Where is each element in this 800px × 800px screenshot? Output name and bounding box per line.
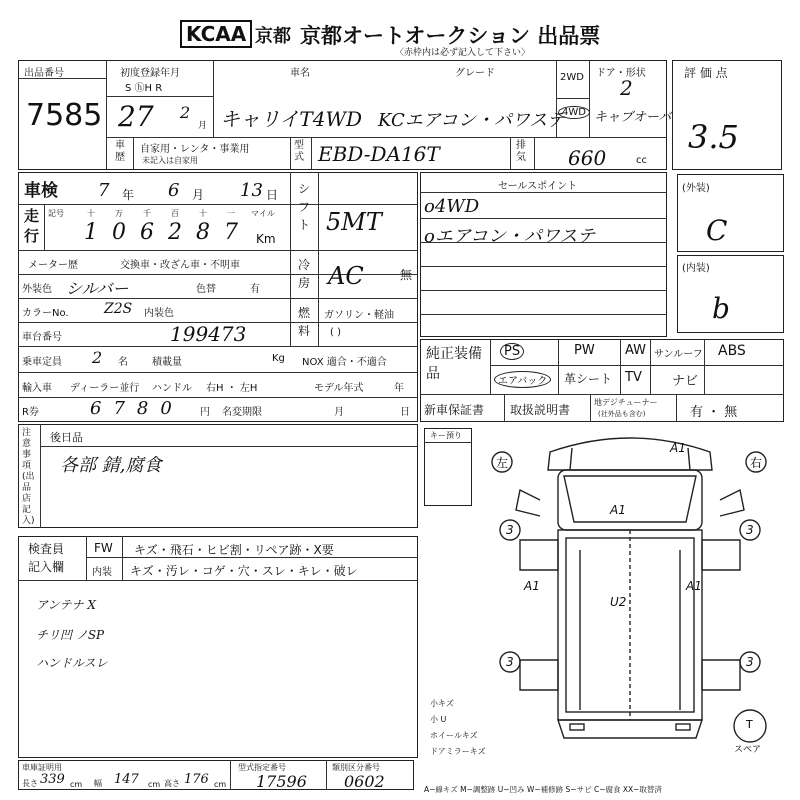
aircon-label: 冷房: [298, 258, 311, 290]
day-label: 日: [400, 407, 410, 418]
interior-tag: 内装: [92, 567, 112, 578]
meter-label: メーター歴: [28, 260, 78, 271]
damage-codes: A−線キズ M−調整跡 U−凹み W−補修跡 S−サビ C−腐食 XX−取替済: [424, 785, 662, 794]
first-reg-label: 初度登録年月: [120, 68, 180, 79]
model-year-label: モデル年式: [314, 383, 364, 394]
fuel-label: 燃料: [298, 306, 311, 338]
mileage-digit-4: 2: [168, 220, 182, 245]
mileage-unit-mile: マイル: [251, 209, 275, 218]
spare-code: T: [746, 718, 753, 731]
diagram-left-label: 左: [496, 456, 509, 470]
tuner-note: (社外品も含む): [598, 410, 646, 418]
spare-label: スペア: [734, 745, 762, 755]
interior-grade: b: [712, 292, 730, 325]
inspection-month: 6: [168, 180, 180, 201]
month-unit: 月: [198, 121, 208, 131]
capacity: 2: [92, 348, 103, 367]
equip-leather: 革シート: [564, 372, 613, 386]
color-change-label: 色替: [196, 284, 216, 295]
equip-ps: PS: [500, 343, 524, 360]
chassis-number: 199473: [170, 322, 247, 346]
handle-options: 右H ・ 左H: [206, 383, 258, 394]
load-unit: Kg: [272, 353, 285, 364]
first-reg-year: 27: [118, 100, 154, 133]
mileage-digit-6: 7: [224, 220, 238, 245]
garage-cert-label: 車庫証明用: [22, 763, 62, 772]
car-name-label: 車名: [290, 68, 310, 79]
dealer-option: ディーラー並行: [70, 383, 140, 394]
inspection-year: 7: [98, 180, 110, 201]
recycle-label: R券: [22, 407, 39, 418]
grade: KCエアコン・パワステ: [378, 110, 565, 131]
wheel-mark-rl: 3: [506, 655, 514, 669]
equip-abs: ABS: [718, 343, 746, 359]
recycle-amount: 6780: [90, 398, 184, 419]
displacement: 660: [568, 146, 607, 170]
damage-mark-hood: A1: [610, 503, 626, 517]
mileage-unit-3: 千: [143, 209, 151, 218]
designation-number: 17596: [256, 772, 307, 791]
damage-mark-bed: U2: [610, 595, 627, 609]
interior-color-label: 内装色: [144, 308, 174, 319]
capacity-unit: 名: [118, 357, 128, 368]
aircon-value: AC: [328, 262, 364, 290]
mileage-unit-2: 万: [115, 209, 123, 218]
mileage-unit-4: 百: [171, 209, 179, 218]
first-reg-month: 2: [180, 103, 191, 122]
notes-text: 各部 錆,腐食: [60, 455, 162, 476]
warranty-label: 新車保証書: [424, 403, 485, 417]
equipment-label: 純正装備品: [426, 346, 482, 382]
sales-point-1: o4WD: [424, 196, 480, 217]
exterior-label: (外装): [682, 183, 710, 194]
model-code: EBD-DA16T: [318, 142, 440, 166]
legend-small-dent: 小 U: [430, 715, 447, 724]
inspector-note-3: ハンドルスレ: [36, 656, 108, 670]
fw-text: キズ・飛石・ヒビ割・リペア跡・X要: [134, 543, 334, 557]
handle-label: ハンドル: [152, 383, 192, 394]
lot-label: 出品番号: [24, 68, 64, 79]
height-unit: cm: [214, 780, 227, 789]
import-label: 輸入車: [22, 383, 52, 394]
length-unit: cm: [70, 780, 83, 789]
color-no-label: カラーNo.: [22, 308, 69, 319]
damage-mark-front: A1: [670, 441, 686, 455]
score-value: 3.5: [688, 118, 739, 156]
model-year-unit: 年: [394, 383, 404, 394]
width-unit: cm: [148, 780, 161, 789]
inspector-note-2: チリ凹 ノSP: [36, 628, 105, 642]
key-label: キー預り: [430, 431, 462, 440]
inspection-day-unit: 日: [266, 188, 279, 202]
color-change-value: 有: [250, 284, 260, 295]
legend-small-scratch: 小キズ: [430, 699, 454, 708]
shift-label: シフト: [298, 182, 311, 232]
logo-kyoto: 京都: [255, 26, 291, 47]
mileage-km: Km: [256, 232, 276, 246]
mileage-digit-2: 0: [112, 220, 126, 245]
class-label: 類別区分番号: [332, 763, 380, 772]
interior-label: (内装): [682, 263, 710, 274]
equip-navi: ナビ: [672, 374, 699, 389]
length-value: 339: [40, 772, 65, 787]
lot-number: 7585: [26, 98, 103, 133]
meter-options: 交換車・改ざん車・不明車: [120, 260, 240, 271]
fuel-options: ガソリン・軽油: [324, 310, 394, 321]
equip-tv: TV: [625, 370, 642, 385]
body-shape: キャブオーバ: [594, 110, 672, 125]
mileage-unit-1: 十: [87, 209, 95, 218]
damage-mark-left: A1: [524, 579, 540, 593]
mileage-label: 走行: [24, 207, 40, 245]
sales-point-2: oエアコン・パワステ: [424, 226, 596, 247]
exterior-grade: C: [706, 214, 728, 247]
logo-kcaa: KCAA: [180, 20, 252, 48]
legend-mirror: ドアミラーキズ: [430, 747, 486, 756]
designation-label: 型式指定番号: [238, 763, 286, 772]
tuner-label: 地デジチューナー: [594, 398, 658, 407]
equip-sunroof: サンルーフ: [654, 349, 703, 360]
shift-value: 5MT: [326, 208, 382, 236]
width-value: 147: [114, 772, 139, 787]
chassis-label: 車台番号: [22, 332, 62, 343]
displacement-label: 排気: [516, 140, 526, 163]
fw-label: FW: [94, 541, 113, 555]
4wd-circled: 4WD: [558, 106, 590, 119]
sales-points-label: セールスポイント: [498, 181, 578, 192]
height-value: 176: [184, 772, 209, 787]
width-label: 幅: [94, 779, 102, 788]
cc-unit: cc: [636, 155, 647, 166]
equip-pw: PW: [574, 343, 595, 358]
score-label: 評 価 点: [684, 66, 728, 80]
exterior-color: シルバー: [66, 279, 129, 298]
tuner-options: 有 ・ 無: [690, 405, 738, 420]
page-subtitle: 〈赤枠内は必ず記入して下さい〉: [395, 48, 531, 58]
wheel-mark-fl: 3: [506, 523, 514, 537]
after-items-label: 後日品: [50, 431, 83, 444]
history-options: 自家用・レンタ・事業用: [140, 144, 250, 155]
load-label: 積載量: [152, 357, 182, 368]
color-no: Z2S: [104, 301, 133, 317]
door-label: ドア・形状: [596, 68, 646, 79]
inspection-month-unit: 月: [192, 188, 205, 202]
equip-airbag: エアバック: [494, 371, 551, 388]
diagram-right-label: 右: [750, 456, 763, 470]
manual-label: 取扱説明書: [510, 403, 571, 417]
nox-options: NOX 適合・不適合: [302, 357, 387, 368]
legend-wheel: ホイールキズ: [430, 731, 478, 740]
history-label: 車歴: [115, 140, 125, 163]
model-label: 型式: [294, 140, 304, 163]
capacity-label: 乗車定員: [22, 357, 62, 368]
inspector-label: 検査員記入欄: [28, 542, 65, 574]
mileage-digit-1: 1: [84, 220, 98, 245]
height-label: 高さ: [164, 779, 180, 788]
color-label: 外装色: [22, 284, 52, 295]
length-label: 長さ: [22, 779, 38, 788]
fuel-other: ( ): [330, 327, 341, 338]
mileage-unit-6: 一: [227, 209, 235, 218]
name-change-label: 名変期限: [222, 407, 262, 418]
mileage-unit-5: 十: [199, 209, 207, 218]
wheel-mark-fr: 3: [746, 523, 754, 537]
inspector-note-1: アンテナ X: [36, 598, 96, 612]
notes-label: 注意事項(出品店記入): [22, 428, 35, 526]
2wd-label: 2WD: [560, 72, 584, 83]
mileage-code-label: 記号: [48, 209, 64, 218]
interior-text: キズ・汚レ・コゲ・穴・スレ・キレ・破レ: [130, 564, 358, 578]
inspection-label: 車検: [24, 181, 58, 201]
grade-label: グレード: [455, 68, 495, 79]
wheel-mark-rr: 3: [746, 655, 754, 669]
damage-mark-right: A1: [686, 579, 702, 593]
yen-unit: 円: [200, 407, 210, 418]
door-count: 2: [620, 76, 633, 100]
inspection-day: 13: [240, 180, 263, 201]
equip-aw: AW: [625, 343, 647, 358]
era-options: S ⓗH R: [125, 83, 163, 94]
car-name: キャリイT4WD: [220, 107, 363, 131]
mileage-digit-3: 6: [140, 220, 154, 245]
month-label: 月: [334, 407, 344, 418]
class-number: 0602: [344, 772, 385, 791]
mileage-digit-5: 8: [196, 220, 210, 245]
aircon-none: 無: [400, 268, 413, 282]
page-title: 京都オートオークション 出品票: [300, 24, 601, 48]
history-note: 未記入は自家用: [142, 156, 198, 165]
inspection-year-unit: 年: [122, 188, 135, 202]
